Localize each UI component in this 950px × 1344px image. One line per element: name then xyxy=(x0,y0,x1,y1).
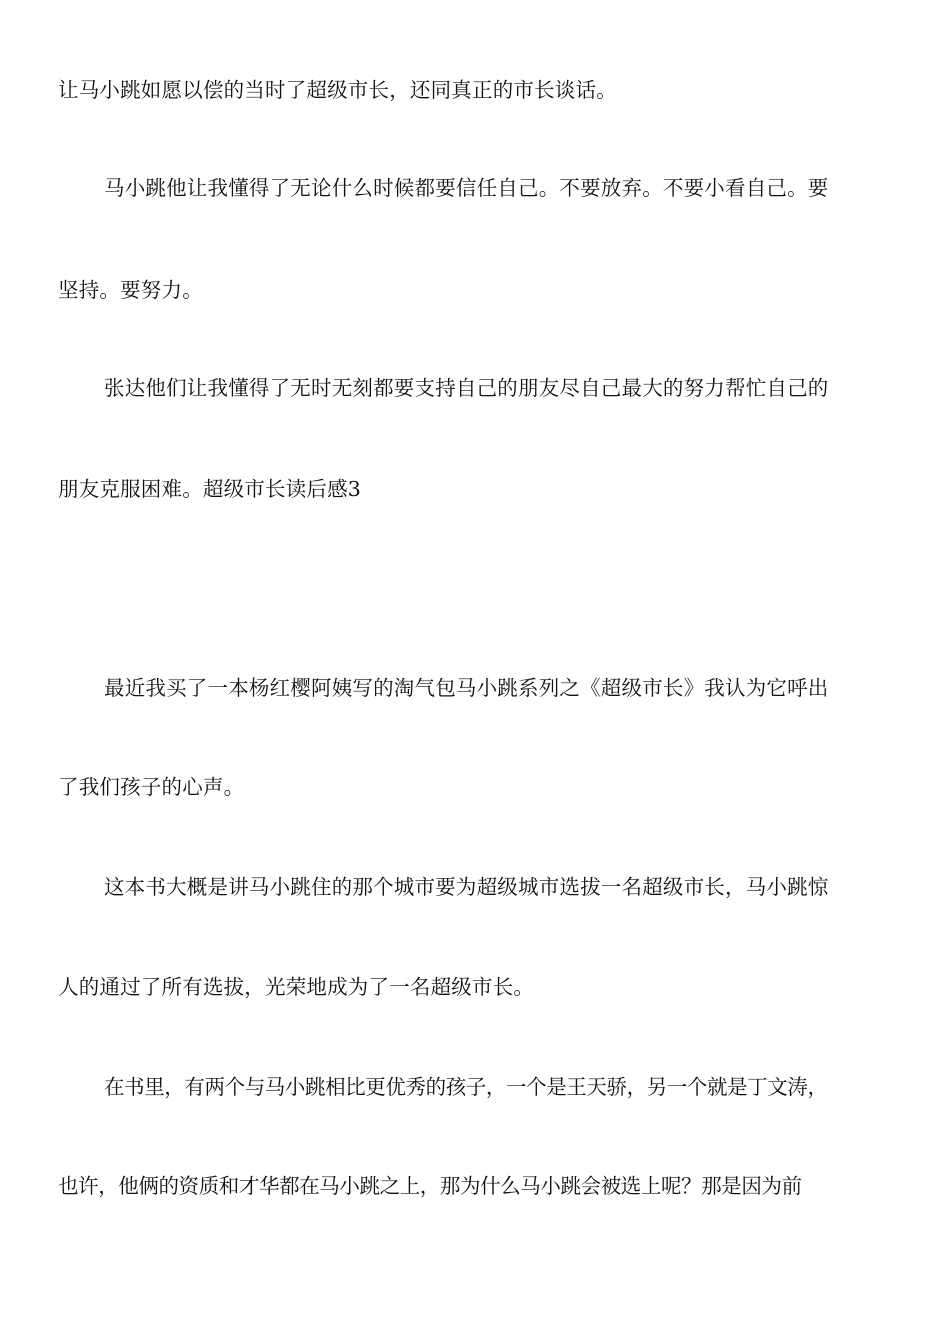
text-line-2: 马小跳他让我懂得了无论什么时候都要信任自己。不要放弃。不要小看自己。要 xyxy=(104,176,829,200)
text-line-10: 在书里，有两个与马小跳相比更优秀的孩子，一个是王天骄，另一个就是丁文涛， xyxy=(104,1075,828,1099)
text-line-3: 坚持。要努力。 xyxy=(58,278,203,302)
text-line-11: 也许，他俩的资质和才华都在马小跳之上，那为什么马小跳会被选上呢？那是因为前 xyxy=(58,1174,802,1198)
text-line-5: 朋友克服困难。超级市长读后感3 xyxy=(58,477,362,501)
text-line-6: 最近我买了一本杨红樱阿姨写的淘气包马小跳系列之《超级市长》我认为它呼出 xyxy=(104,676,829,700)
text-line-8: 这本书大概是讲马小跳住的那个城市要为超级城市选拔一名超级市长，马小跳惊 xyxy=(104,875,829,899)
text-line-1: 让马小跳如愿以偿的当时了超级市长，还同真正的市长谈话。 xyxy=(58,78,617,102)
text-line-9: 人的通过了所有选拔，光荣地成为了一名超级市长。 xyxy=(58,975,535,999)
text-line-7: 了我们孩子的心声。 xyxy=(58,775,245,799)
text-line-4: 张达他们让我懂得了无时无刻都要支持自己的朋友尽自己最大的努力帮忙自己的 xyxy=(104,376,829,400)
